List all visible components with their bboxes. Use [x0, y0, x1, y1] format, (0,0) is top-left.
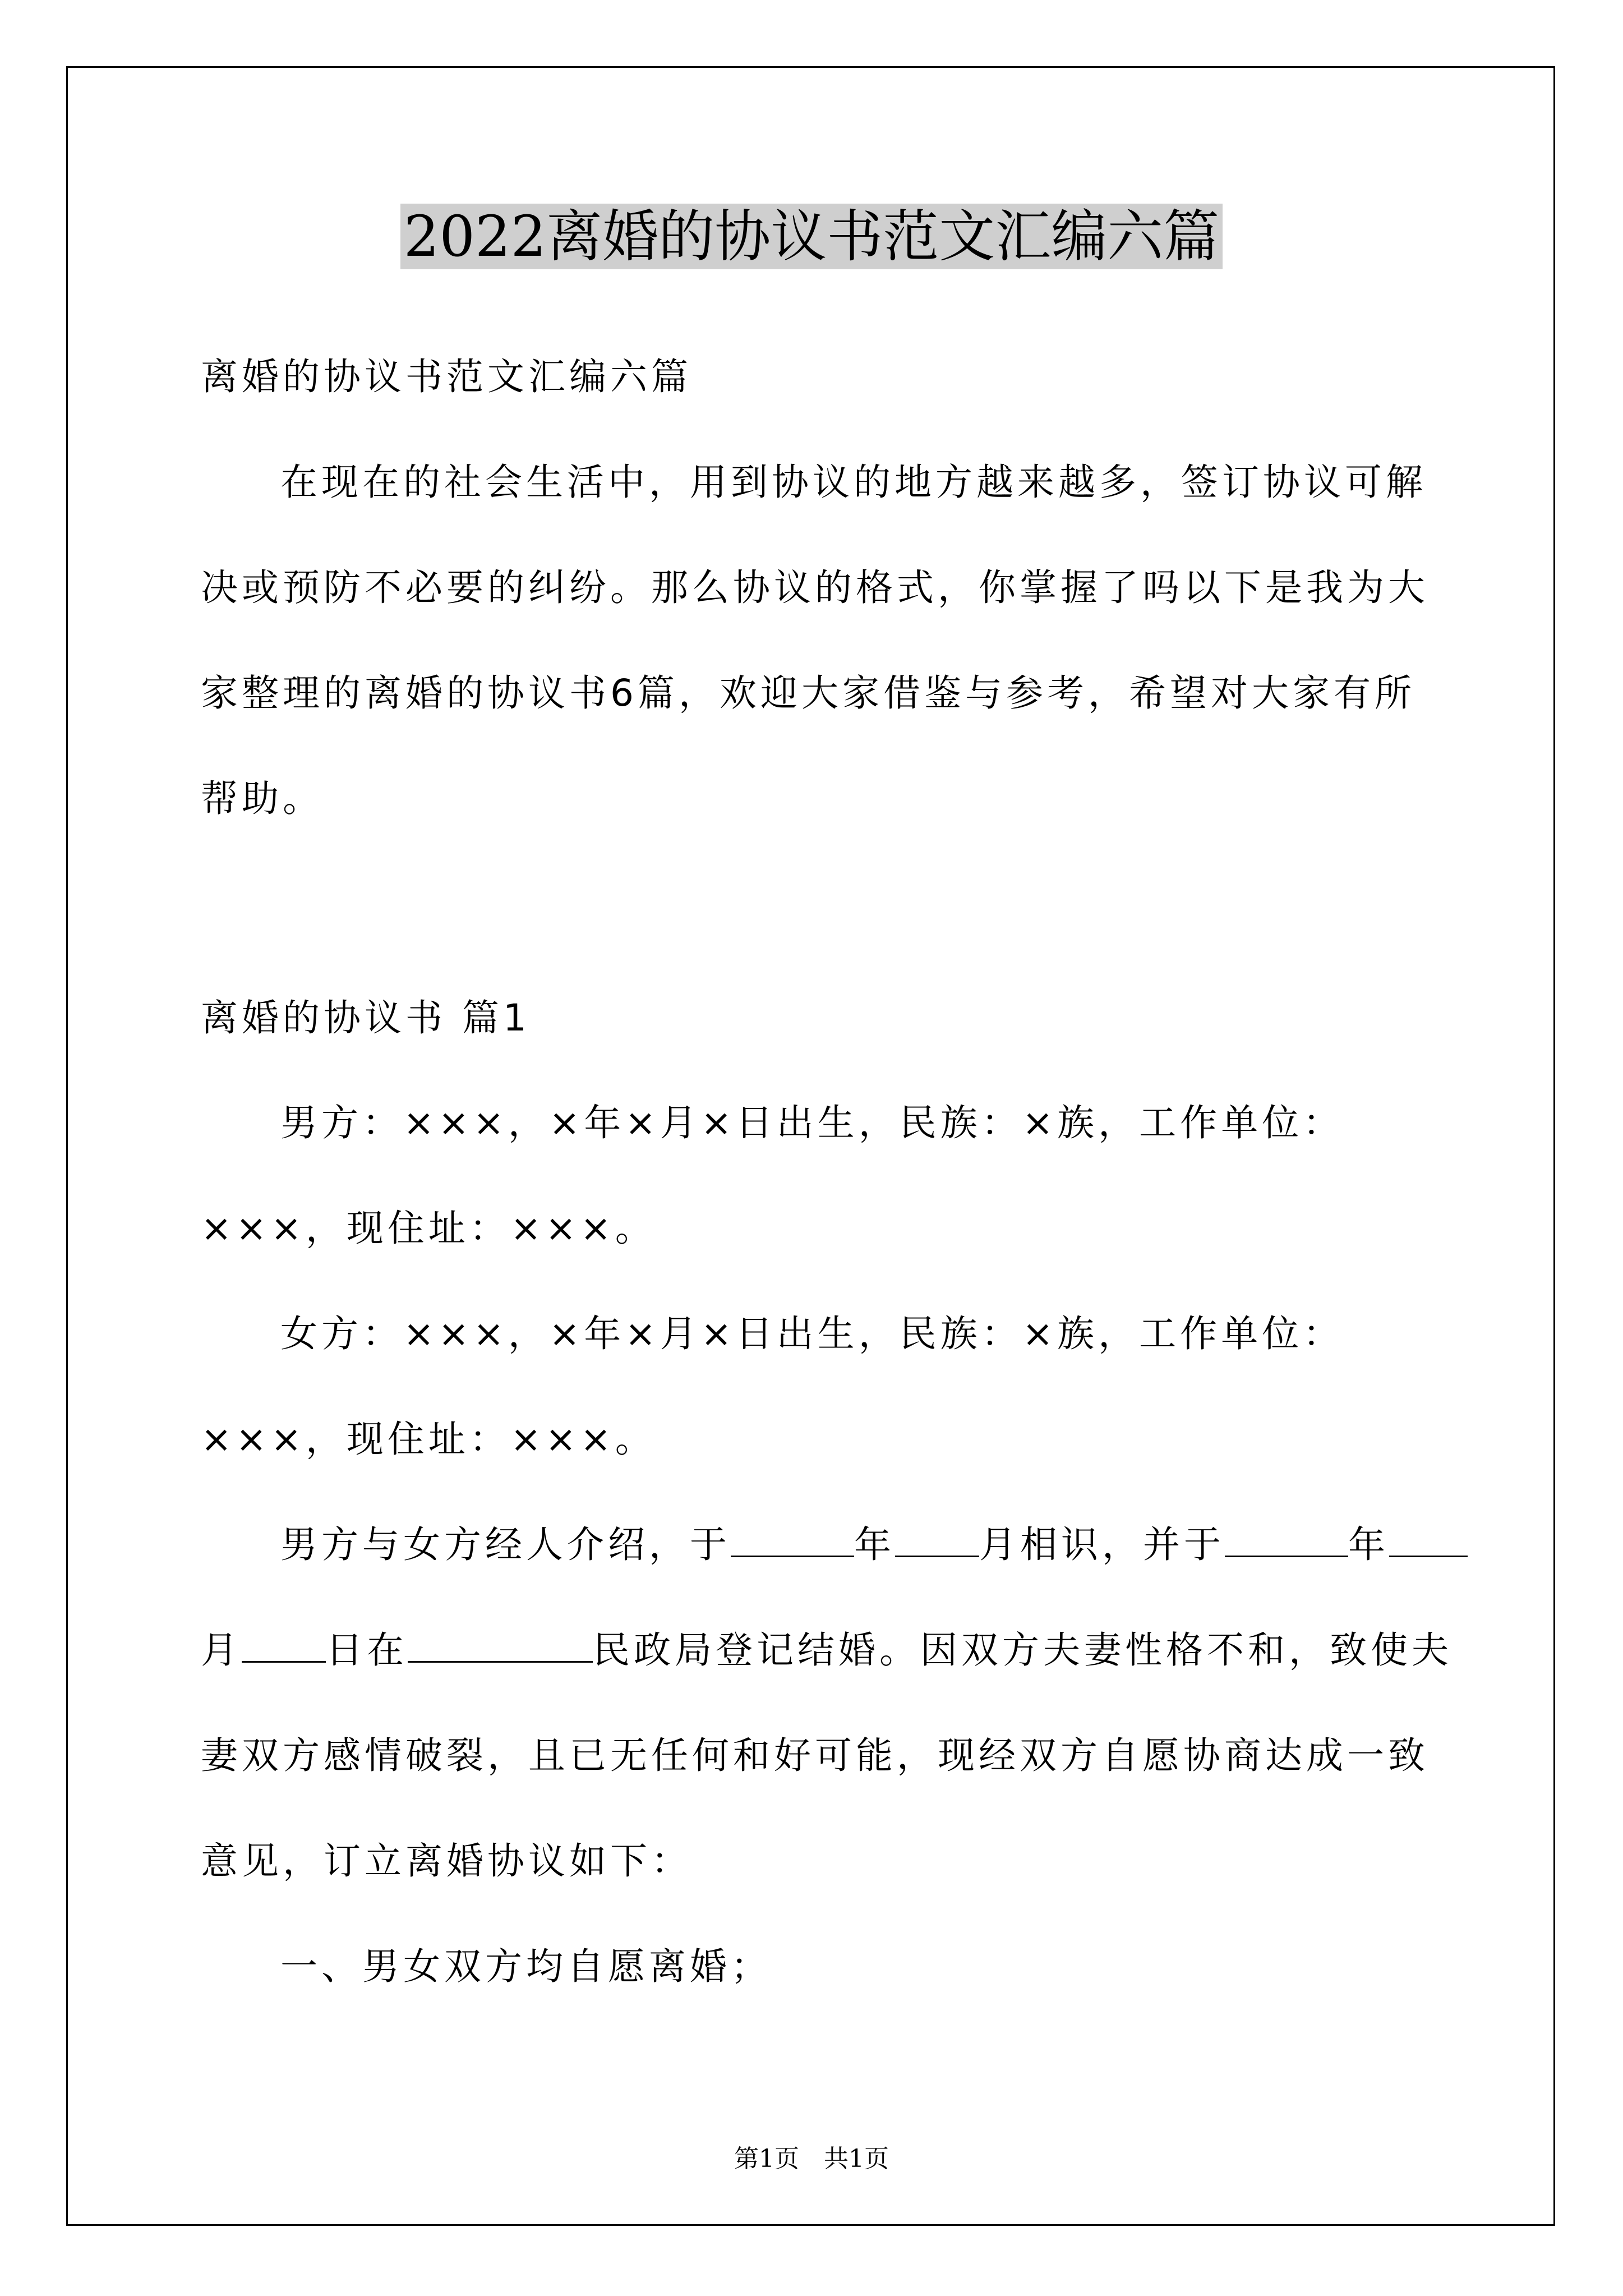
husband-line-1: 男方：×××，×年×月×日出生，民族：×族，工作单位：: [280, 1101, 1344, 1144]
intro-line-1: 在现在的社会生活中，用到协议的地方越来越多，签订协议可解: [280, 461, 1427, 504]
document-title-text: 2022离婚的协议书范文汇编六篇: [400, 204, 1223, 269]
blank-field: [1225, 1523, 1348, 1557]
blank-field: [895, 1523, 979, 1557]
intro-line-2: 决或预防不必要的纠纷。那么协议的格式，你掌握了吗以下是我为大: [201, 566, 1429, 609]
blank-field: [408, 1628, 593, 1663]
subtitle: 离婚的协议书范文汇编六篇: [201, 355, 692, 398]
marriage-text: 月相识，并于: [979, 1523, 1225, 1566]
husband-line-2: ×××，现住址：×××。: [201, 1207, 656, 1250]
marriage-text: 月: [201, 1628, 242, 1672]
section-heading: 离婚的协议书 篇1: [201, 996, 531, 1039]
wife-line-1: 女方：×××，×年×月×日出生，民族：×族，工作单位：: [280, 1312, 1344, 1355]
document-title: [0, 200, 1623, 273]
marriage-line-4: 意见，订立离婚协议如下：: [201, 1839, 692, 1883]
blank-field: [1389, 1523, 1468, 1557]
intro-line-4: 帮助。: [201, 777, 324, 820]
marriage-text: 民政局登记结婚。因双方夫妻性格不和，致使夫: [593, 1628, 1453, 1672]
marriage-line-3: 妻双方感情破裂，且已无任何和好可能，现经双方自愿协商达成一致: [201, 1734, 1429, 1777]
marriage-line-1: [280, 1522, 1426, 1567]
intro-line-3: 家整理的离婚的协议书6篇，欢迎大家借鉴与参考，希望对大家有所: [201, 671, 1415, 715]
clause-1: 一、男女双方均自愿离婚；: [280, 1945, 772, 1988]
blank-field: [731, 1523, 854, 1557]
blank-field: [242, 1628, 326, 1663]
marriage-text: 年: [854, 1523, 895, 1566]
marriage-line-2: [201, 1628, 1453, 1673]
wife-line-2: ×××，现住址：×××。: [201, 1418, 656, 1461]
marriage-text: 日在: [326, 1628, 408, 1672]
page-footer: 第1页 共1页: [734, 2145, 889, 2173]
marriage-text: 男方与女方经人介绍，于: [280, 1523, 731, 1566]
marriage-text: 年: [1348, 1523, 1389, 1566]
